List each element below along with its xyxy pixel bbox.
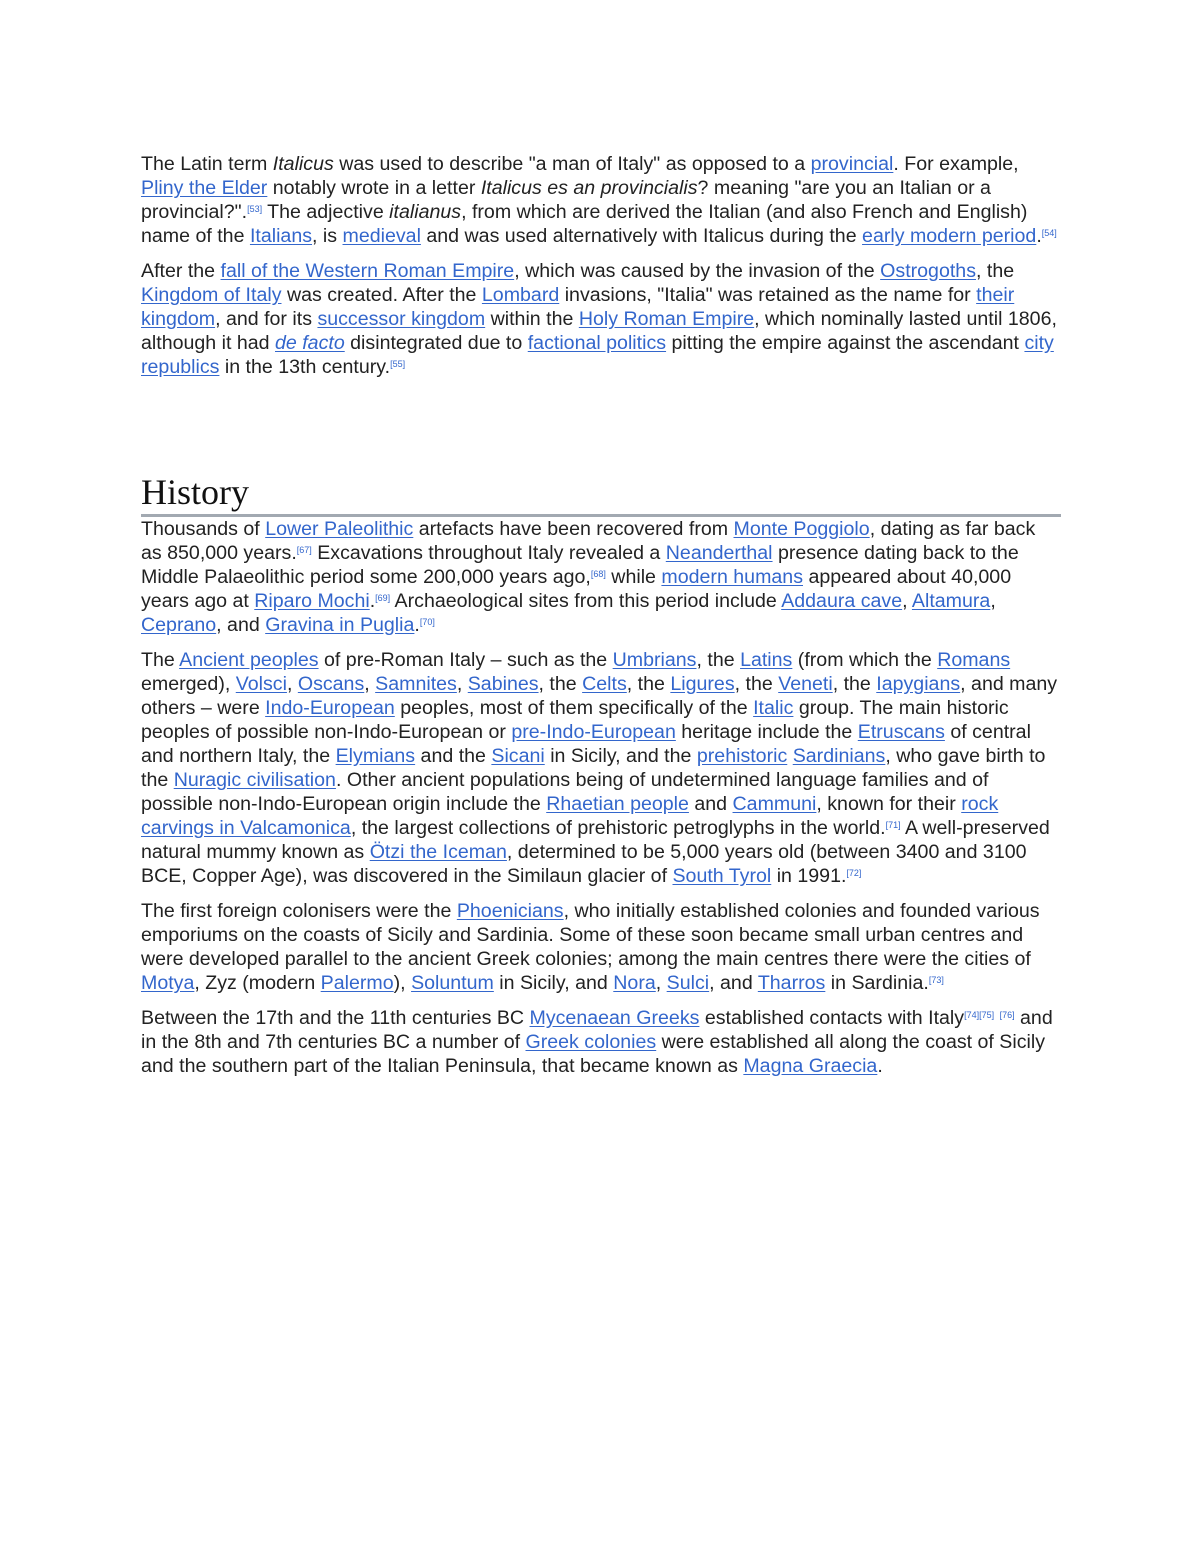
text-run: , from which are derived the Italian (and also French and English) name of the (141, 201, 1028, 247)
text-run: , known for their (816, 793, 962, 815)
text-run: , the (976, 260, 1015, 282)
article-link[interactable]: Veneti (778, 673, 833, 695)
text-run: , and (709, 972, 758, 994)
text-run: . (877, 1055, 883, 1077)
article-link[interactable]: factional politics (527, 332, 667, 354)
article-link[interactable]: Riparo Mochi (254, 590, 370, 612)
citation-ref[interactable]: [76] (999, 1010, 1015, 1020)
text-run: The Latin term (141, 153, 273, 175)
text-run: The (141, 649, 180, 671)
article-link[interactable]: Ötzi the Iceman (369, 841, 507, 863)
text-run: The adjective (262, 201, 390, 223)
text-run: . (1036, 225, 1042, 247)
article-link[interactable]: Soluntum (411, 972, 494, 994)
article-link[interactable]: Palermo (320, 972, 394, 994)
article-link[interactable]: South Tyrol (672, 865, 772, 887)
text-run: Between the 17th and the 11th centuries BC (141, 1007, 530, 1029)
text-run: in Sicily, and the (544, 745, 697, 767)
article-link[interactable]: Addaura cave (781, 590, 903, 612)
article-link[interactable]: Rhaetian people (546, 793, 689, 815)
text-run: . Other ancient populations being of undetermined language families and of possible non-Indo-European origin include the (141, 769, 989, 815)
text-run: disintegrated due to (344, 332, 528, 354)
text-run: , the (626, 673, 671, 695)
article-link[interactable]: Holy Roman Empire (578, 308, 755, 330)
article-link[interactable]: Nora (613, 972, 656, 994)
article-link[interactable]: medieval (342, 225, 421, 247)
text-run: notably wrote in a letter (267, 177, 481, 199)
text-run: After the (141, 260, 221, 282)
article-link[interactable]: Neanderthal (665, 542, 773, 564)
text-run: . (414, 614, 420, 636)
text-run: , (364, 673, 376, 695)
italic-text: Italicus (272, 153, 334, 175)
text-run: established contacts with Italy (699, 1007, 965, 1029)
text-run: of central and northern Italy, the (141, 721, 1031, 767)
article-link[interactable]: successor kingdom (317, 308, 486, 330)
text-run: while (605, 566, 662, 588)
paragraph-etymology-2 (141, 259, 1061, 379)
text-run: (from which the (792, 649, 938, 671)
article-link[interactable]: Etruscans (857, 721, 945, 743)
article-link[interactable]: Volsci (235, 673, 287, 695)
italic-text: italianus (389, 201, 462, 223)
citation-ref[interactable]: [68] (590, 569, 606, 579)
text-run: , Zyz (modern (194, 972, 321, 994)
text-run: emerged), (141, 673, 236, 695)
section-heading-history: History (141, 472, 1061, 517)
text-run: and the (415, 745, 492, 767)
article-link[interactable]: Lower Paleolithic (265, 518, 414, 540)
citation-ref[interactable]: [69] (375, 593, 391, 603)
text-run: , the (538, 673, 583, 695)
text-run: in 1991. (771, 865, 847, 887)
article-link[interactable]: Ancient peoples (179, 649, 319, 671)
text-run: heritage include the (675, 721, 858, 743)
text-run: group. The main historic peoples of possible non-Indo-European or (141, 697, 1009, 743)
article-body (141, 152, 1061, 1089)
text-run: of pre-Roman Italy – such as the (318, 649, 613, 671)
text-run: , and many others – were (141, 673, 1058, 719)
text-run: in the 13th century. (219, 356, 391, 378)
article-link[interactable]: Celts (582, 673, 627, 695)
article-link[interactable]: Monte Poggiolo (733, 518, 870, 540)
text-run: was created. After the (281, 284, 482, 306)
article-link[interactable]: Sicani (491, 745, 545, 767)
text-run: , the largest collections of prehistoric petroglyphs in the world. (350, 817, 886, 839)
text-run: and was used alternatively with Italicus during the (420, 225, 863, 247)
article-link[interactable]: Ostrogoths (880, 260, 976, 282)
text-run: . (369, 590, 376, 612)
article-link[interactable]: fall of the Western Roman Empire (220, 260, 515, 282)
text-run: , dating as far back as 850,000 years. (141, 518, 1036, 564)
text-run: , the (734, 673, 779, 695)
text-run: appeared about 40,000 years ago at (141, 566, 1012, 612)
article-link[interactable]: Samnites (375, 673, 457, 695)
article-link[interactable]: Romans (937, 649, 1011, 671)
text-run: and (688, 793, 733, 815)
text-run: was used to describe "a man of Italy" as opposed to a (333, 153, 811, 175)
citation-ref[interactable]: [54] (1041, 228, 1057, 238)
italic-text: Italicus es an provincialis (480, 177, 698, 199)
article-link[interactable]: Oscans (297, 673, 365, 695)
article-link[interactable]: Phoenicians (456, 900, 564, 922)
article-link[interactable]: Motya (141, 972, 195, 994)
article-link[interactable]: Mycenaean Greeks (529, 1007, 700, 1029)
text-run: Excavations throughout Italy revealed a (311, 542, 666, 564)
text-run: presence dating back to the Middle Palaeolithic period some 200,000 years ago, (141, 542, 1019, 588)
text-run: , (456, 673, 468, 695)
text-run: , the (696, 649, 741, 671)
text-run: and in the 8th and 7th centuries BC a number of (141, 1007, 1053, 1053)
article-link[interactable]: Ligures (670, 673, 735, 695)
text-run: , (286, 673, 298, 695)
text-run: within the (485, 308, 579, 330)
paragraph-etymology-1 (141, 152, 1061, 248)
text-run: ? meaning "are you an Italian or a provincial?". (141, 177, 991, 223)
text-run: , the (832, 673, 877, 695)
article-link[interactable]: Italians (249, 225, 313, 247)
text-run: ), (393, 972, 412, 994)
article-link[interactable]: Elymians (335, 745, 416, 767)
article-link[interactable]: pre-Indo-European (511, 721, 676, 743)
article-link[interactable]: Greek colonies (525, 1031, 657, 1053)
article-link[interactable]: Sardinians (792, 745, 886, 767)
text-run: Thousands of (141, 518, 266, 540)
text-run: , is (312, 225, 343, 247)
citation-ref[interactable]: [53] (247, 204, 263, 214)
text-run: in Sicily, and (493, 972, 614, 994)
article-link[interactable]: rock carvings in Valcamonica (141, 793, 999, 839)
article-link[interactable]: Indo-European (265, 697, 395, 719)
text-run: in Sardinia. (825, 972, 929, 994)
article-link[interactable]: their kingdom (141, 284, 1015, 330)
citation-ref[interactable]: [73] (928, 975, 944, 985)
article-link[interactable]: Tharros (757, 972, 826, 994)
article-link[interactable]: Sulci (666, 972, 710, 994)
text-run: , who gave birth to the (141, 745, 1046, 791)
article-link[interactable]: Latins (740, 649, 793, 671)
text-run: , determined to be 5,000 years old (between 3400 and 3100 BCE, Copper Age), was discovered in the Similaun glacier of (141, 841, 1027, 887)
text-run: , who initially established colonies and founded various emporiums on the coasts of Sicily and Sardinia. Some of these soon became small urban centres and were developed parallel to the ancient Greek colonies; among the main centres there were the cities of (141, 900, 1040, 970)
article-link[interactable]: provincial (810, 153, 894, 175)
text-run: A well-preserved natural mummy known as (141, 817, 1050, 863)
text-run: , (655, 972, 667, 994)
citation-ref[interactable]: [70] (419, 617, 435, 627)
text-run: , and for its (215, 308, 318, 330)
text-run: . For example, (893, 153, 1019, 175)
text-run: were established all along the coast of Sicily and the southern part of the Italian Peninsula, that became known as (141, 1031, 1046, 1077)
article-link[interactable]: early modern period (862, 225, 1037, 247)
citation-ref[interactable]: [55] (390, 359, 406, 369)
text-run: , which was caused by the invasion of the (514, 260, 881, 282)
article-link[interactable]: Kingdom of Italy (141, 284, 282, 306)
text-run: invasions, "Italia" was retained as the name for (559, 284, 977, 306)
text-run: , and (216, 614, 266, 636)
citation-ref[interactable]: [71] (885, 820, 901, 830)
article-link[interactable]: Italic (753, 697, 794, 719)
article-link[interactable]: Lombard (481, 284, 560, 306)
text-run: pitting the empire against the ascendant (666, 332, 1025, 354)
text-run: , (902, 590, 912, 612)
article-link[interactable]: modern humans (661, 566, 803, 588)
text-run: , (990, 590, 996, 612)
article-link[interactable]: Umbrians (612, 649, 697, 671)
article-link[interactable]: prehistoric (696, 745, 788, 767)
paragraph-history-4 (141, 1006, 1061, 1078)
citation-ref[interactable]: [74][75] (964, 1010, 995, 1020)
text-run: Archaeological sites from this period include (390, 590, 782, 612)
paragraph-history-3 (141, 899, 1061, 995)
article-link[interactable]: Altamura (911, 590, 991, 612)
text-run: , which nominally lasted until 1806, although it had (141, 308, 1057, 354)
paragraph-history-1 (141, 517, 1061, 637)
article-link[interactable]: Magna Graecia (743, 1055, 878, 1077)
article-link[interactable]: city republics (141, 332, 1054, 378)
article-link[interactable]: Pliny the Elder (141, 177, 268, 199)
article-link[interactable]: Cammuni (732, 793, 817, 815)
article-link[interactable]: Gravina in Puglia (265, 614, 415, 636)
text-run: artefacts have been recovered from (413, 518, 734, 540)
citation-ref[interactable]: [67] (296, 545, 312, 555)
article-link[interactable]: Iapygians (876, 673, 961, 695)
article-link[interactable]: Ceprano (141, 614, 217, 636)
paragraph-history-2 (141, 648, 1061, 888)
article-link[interactable]: Nuragic civilisation (173, 769, 336, 791)
text-run: peoples, most of them specifically of the (394, 697, 754, 719)
citation-ref[interactable]: [72] (846, 868, 862, 878)
article-link[interactable]: de facto (275, 332, 345, 354)
text-run: The first foreign colonisers were the (141, 900, 457, 922)
article-link[interactable]: Sabines (467, 673, 539, 695)
